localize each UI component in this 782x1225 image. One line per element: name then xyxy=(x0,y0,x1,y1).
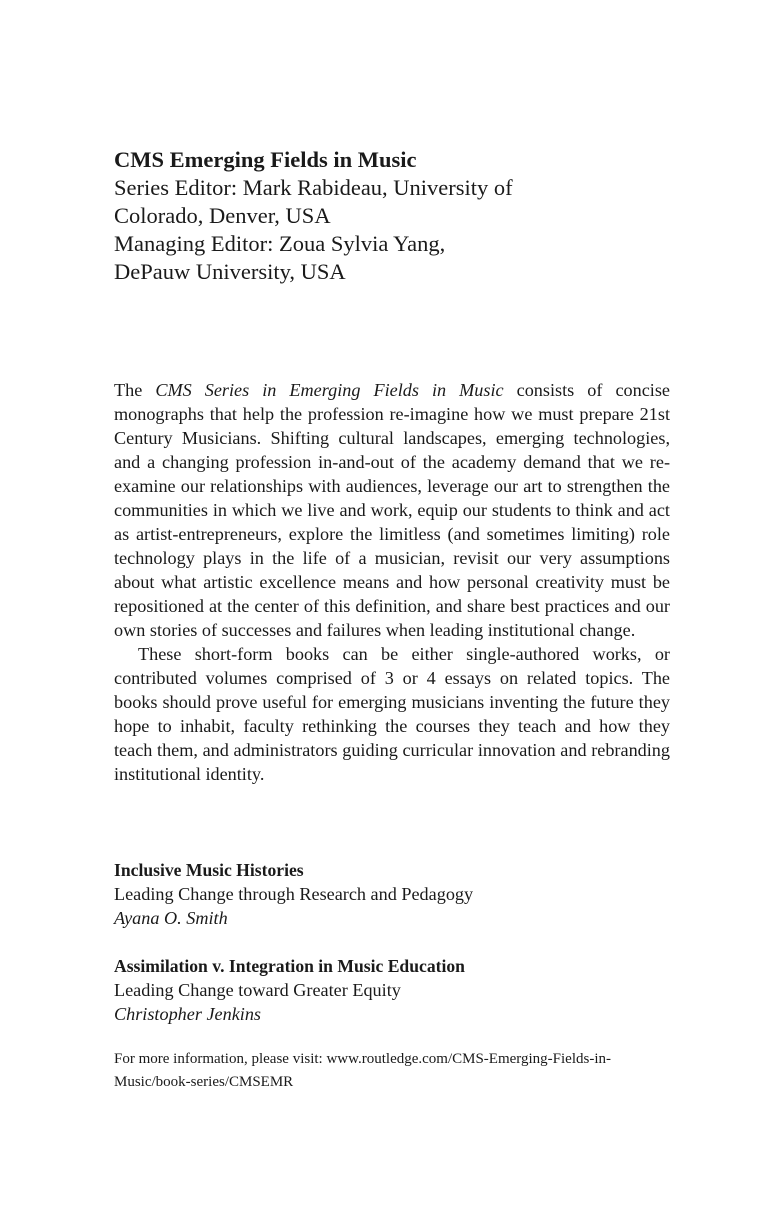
book-subtitle: Leading Change through Research and Pedagogy xyxy=(114,884,474,904)
more-info-line-2: Music/book-series/CMSEMR xyxy=(114,1074,294,1090)
more-info-note xyxy=(114,1048,670,1094)
page-content xyxy=(114,146,670,1090)
book-subtitle: Leading Change toward Greater Equity xyxy=(114,980,401,1000)
series-description xyxy=(114,378,670,786)
managing-editor-line-1: Managing Editor: Zoua Sylvia Yang, xyxy=(114,231,446,256)
book-entry xyxy=(114,858,670,930)
book-title: Assimilation v. Integration in Music Education xyxy=(114,956,465,976)
description-p1-prefix: The xyxy=(114,380,156,400)
book-list xyxy=(114,858,670,1050)
book-title: Inclusive Music Histories xyxy=(114,860,304,880)
managing-editor-line-2: DePauw University, USA xyxy=(114,259,346,284)
more-info-line-1: For more information, please visit: www.routledge.com/CMS-Emerging-Fields-in- xyxy=(114,1051,612,1067)
book-author: Christopher Jenkins xyxy=(114,1004,262,1024)
book-author: Ayana O. Smith xyxy=(114,908,228,928)
description-paragraph-2: These short-form books can be either single-authored works, or contributed volumes comprised of 3 or 4 essays on related topics. The books should prove useful for emerging musicians inventing the future they hope to inhabit, faculty rethinking the courses they teach and how they teach them, and administrators guiding curricular innovation and rebranding institutional identity. xyxy=(114,644,670,784)
series-editor-line-1: Series Editor: Mark Rabideau, University of xyxy=(114,175,513,200)
series-title: CMS Emerging Fields in Music xyxy=(114,147,417,172)
description-series-name: CMS Series in Emerging Fields in Music xyxy=(155,380,504,400)
series-editor-line-2: Colorado, Denver, USA xyxy=(114,203,331,228)
description-paragraph-1 xyxy=(114,378,670,642)
series-header xyxy=(114,146,670,286)
book-entry xyxy=(114,954,670,1026)
description-p1-rest: consists of concise monographs that help the profession re-imagine how we must prepare 21st Century Musicians. Shifting cultural landscapes, emerging technologies, and a changing profession in-and-out of the academy demand that we re-examine our relationships with audiences, leverage our art to strengthen the communities in which we live and work, equip our students to think and act as artist-entrepreneurs, explore the limitless (and sometimes limiting) role technology plays in the life of a musician, revisit our very assumptions about what artistic excellence means and how personal creativity must be repositioned at the center of this definition, and share best practices and our own stories of successes and failures when leading institutional change. xyxy=(114,380,670,640)
